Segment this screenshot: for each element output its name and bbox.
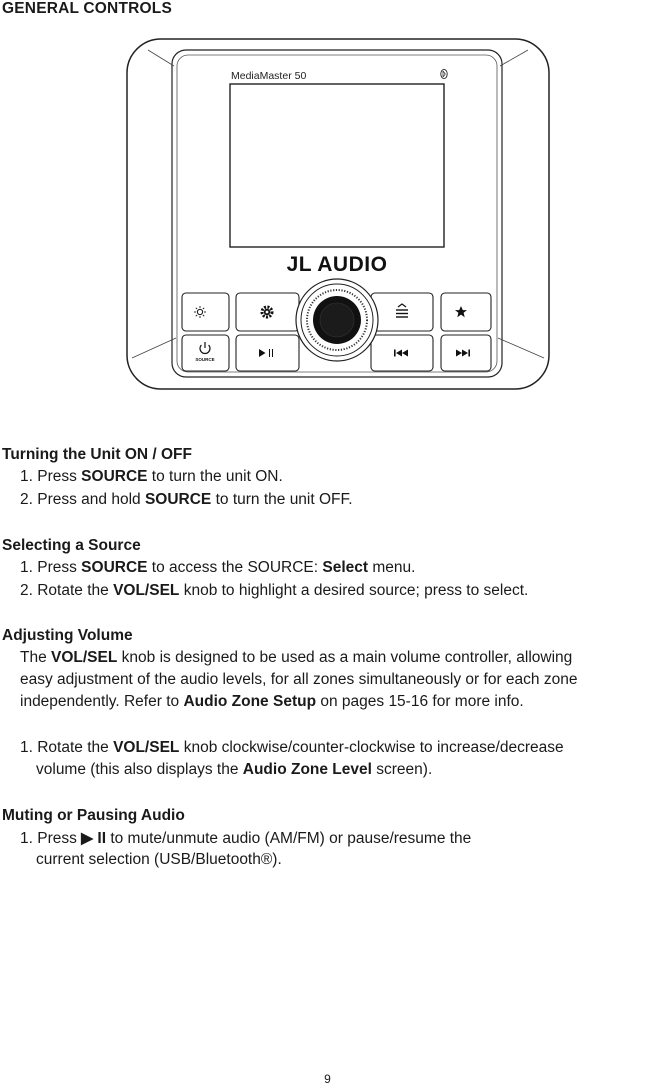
text: 1. Press	[20, 830, 82, 847]
text: screen).	[371, 761, 433, 778]
volume-step-1	[20, 739, 564, 757]
menu-label: Select	[322, 559, 369, 576]
volume-step-1-continued	[36, 761, 432, 779]
text: on pages 15-16 for more info.	[316, 693, 524, 710]
text: menu.	[368, 559, 416, 576]
page-number: 9	[324, 1072, 331, 1086]
text: knob to highlight a desired source; press to select.	[179, 582, 529, 599]
text: knob is designed to be used as a main volume controller, allowing	[117, 649, 573, 666]
menu-label: SOURCE	[247, 559, 314, 576]
text: to access the	[147, 559, 248, 576]
source-step-1	[20, 559, 415, 577]
text: volume (this also displays the	[36, 761, 243, 778]
head-unit-illustration	[126, 38, 550, 390]
key-label: VOL/SEL	[51, 649, 118, 666]
play-pause-key-label: ▶ II	[81, 830, 107, 847]
key-label: VOL/SEL	[113, 739, 180, 756]
key-label: Audio Zone Setup	[183, 693, 317, 710]
volume-paragraph-line-1	[20, 649, 572, 667]
text: 1. Press	[20, 559, 82, 576]
text: to turn the unit OFF.	[211, 491, 353, 508]
mute-step-1	[20, 829, 471, 848]
text: :	[313, 559, 323, 576]
source-step-2	[20, 582, 528, 600]
key-label: VOL/SEL	[113, 582, 180, 599]
brand-logo: JL AUDIO	[286, 253, 388, 276]
onoff-step-2	[20, 491, 353, 509]
source-label: SOURCE	[195, 357, 215, 362]
play-pause-button[interactable]	[236, 335, 299, 371]
text: 1. Press	[20, 468, 82, 485]
section-title-mute: Muting or Pausing Audio	[2, 807, 185, 824]
onoff-step-1	[20, 468, 283, 486]
text: knob clockwise/counter-clockwise to increase/decrease	[179, 739, 564, 756]
mute-step-1-continued: current selection (USB/Bluetooth®).	[36, 851, 282, 868]
model-name: MediaMaster 50	[231, 70, 307, 82]
section-title-source: Selecting a Source	[2, 537, 141, 554]
menu-button[interactable]	[371, 293, 433, 331]
text: to mute/unmute audio (AM/FM) or pause/resume the	[106, 830, 472, 847]
page-title: GENERAL CONTROLS	[2, 0, 172, 17]
key-label: SOURCE	[81, 559, 148, 576]
key-label: Audio Zone Level	[242, 761, 372, 778]
favorite-button[interactable]	[441, 293, 491, 331]
key-label: SOURCE	[81, 468, 148, 485]
vol-sel-knob[interactable]	[296, 279, 378, 361]
key-label: SOURCE	[144, 491, 212, 508]
text: The	[20, 649, 52, 666]
text: 2. Rotate the	[20, 582, 114, 599]
volume-paragraph-line-3	[20, 693, 524, 711]
text: independently. Refer to	[20, 693, 184, 710]
text: to turn the unit ON.	[147, 468, 283, 485]
section-title-volume: Adjusting Volume	[2, 627, 133, 644]
text: 1. Rotate the	[20, 739, 114, 756]
section-title-onoff: Turning the Unit ON / OFF	[2, 446, 192, 463]
text: 2. Press and hold	[20, 491, 145, 508]
volume-paragraph-line-2: easy adjustment of the audio levels, for all zones simultaneously or for each zone	[20, 671, 578, 688]
